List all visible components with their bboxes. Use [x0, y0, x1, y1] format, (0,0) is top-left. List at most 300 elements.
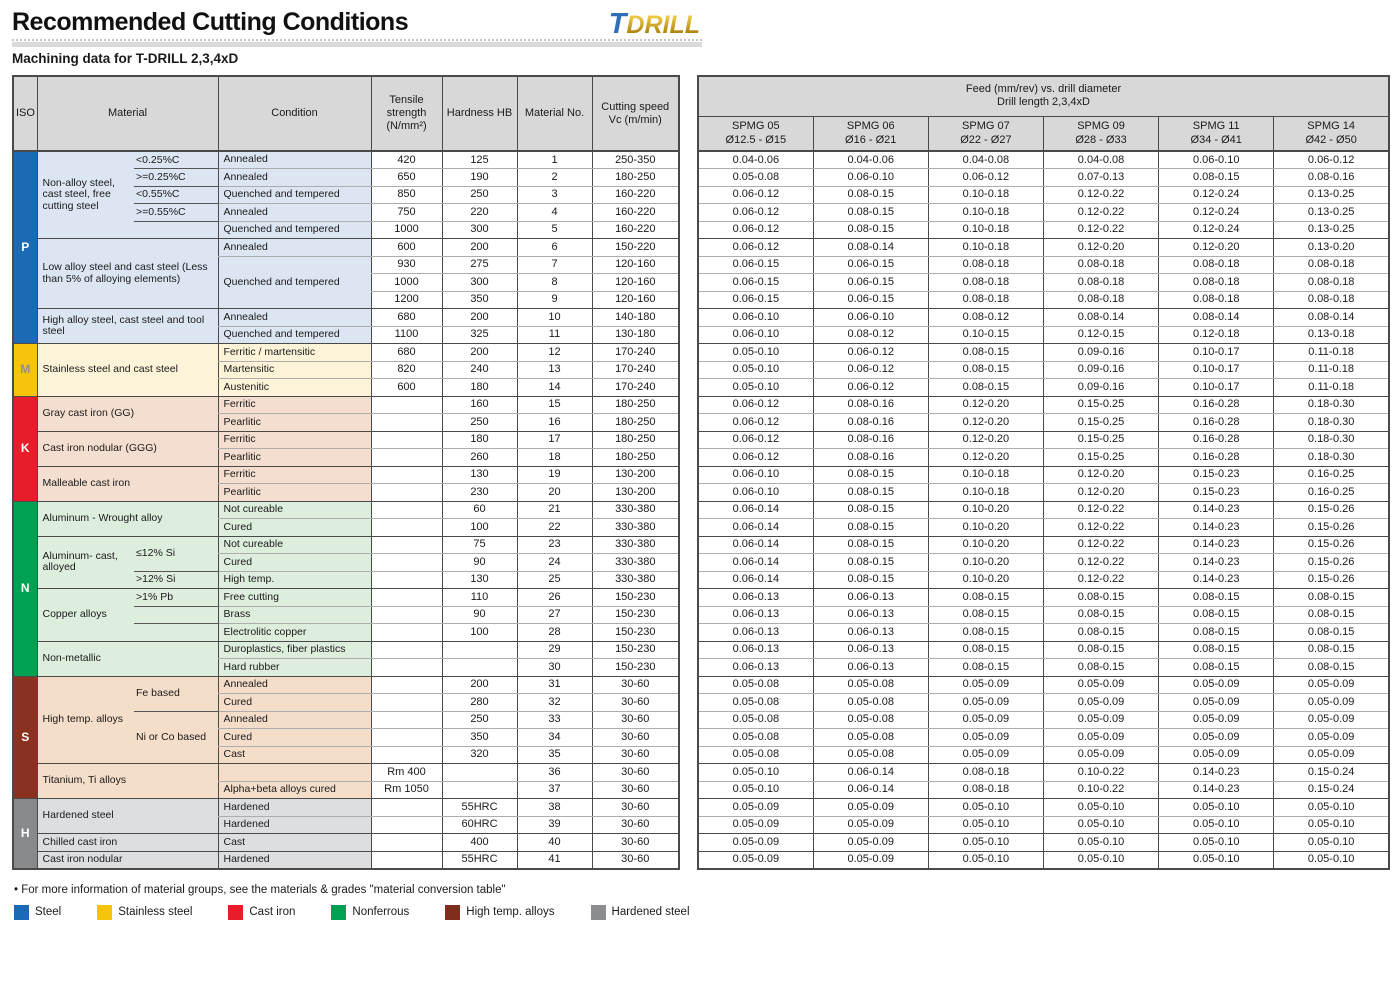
table-row: [698, 221, 1389, 239]
col-header-material-no: Material No.: [517, 76, 592, 151]
feed-cell: 0.05-0.09: [928, 746, 1043, 764]
table-row: [698, 781, 1389, 799]
cutting-speed-cell: 170-240: [592, 361, 679, 379]
tensile-cell: 1200: [371, 291, 442, 309]
feed-cell: 0.12-0.20: [1159, 239, 1274, 257]
cutting-speed-cell: 120-160: [592, 291, 679, 309]
table-row: [698, 589, 1389, 607]
header: [12, 8, 1390, 66]
feed-cell: 0.08-0.15: [1274, 606, 1389, 624]
feed-cell: 0.10-0.22: [1043, 781, 1158, 799]
feed-cell: 0.07-0.13: [1043, 169, 1158, 187]
tables-container: [12, 75, 1390, 870]
feed-cell: 0.05-0.09: [813, 851, 928, 869]
feed-cell: 0.05-0.08: [813, 711, 928, 729]
feed-cell: 0.05-0.10: [928, 816, 1043, 834]
feed-cell: 0.06-0.12: [698, 204, 813, 222]
table-row: [13, 344, 679, 362]
cutting-speed-cell: 330-380: [592, 519, 679, 537]
material-no-cell: 40: [517, 834, 592, 852]
feed-cell: 0.04-0.06: [698, 151, 813, 169]
tensile-cell: [371, 484, 442, 502]
feed-column-header: [1159, 116, 1274, 151]
cutting-speed-cell: 130-200: [592, 466, 679, 484]
feed-cell: 0.05-0.10: [698, 781, 813, 799]
tensile-cell: [371, 536, 442, 554]
hardness-cell: 200: [442, 676, 517, 694]
iso-band: K: [13, 396, 37, 501]
feed-cell: 0.06-0.14: [813, 764, 928, 782]
legend-label: Nonferrous: [352, 906, 410, 918]
feed-cell: 0.12-0.20: [928, 449, 1043, 467]
feed-cell: 0.05-0.09: [1274, 746, 1389, 764]
feed-cell: 0.08-0.15: [928, 344, 1043, 362]
table-row: [698, 536, 1389, 554]
feed-cell: 0.05-0.08: [698, 729, 813, 747]
material-no-cell: 31: [517, 676, 592, 694]
material-no-cell: 33: [517, 711, 592, 729]
feed-cell: 0.08-0.15: [928, 659, 1043, 677]
feed-cell: 0.05-0.09: [1159, 711, 1274, 729]
feed-cell: 0.08-0.15: [813, 466, 928, 484]
feed-cell: 0.16-0.28: [1159, 396, 1274, 414]
feed-title-line2: Drill length 2,3,4xD: [997, 96, 1090, 109]
tensile-cell: Rm 400: [371, 764, 442, 782]
feed-cell: 0.08-0.18: [1159, 291, 1274, 309]
cutting-speed-cell: 170-240: [592, 379, 679, 397]
condition-cell: Hardened: [218, 851, 371, 869]
hardness-cell: 180: [442, 379, 517, 397]
feed-cell: 0.06-0.14: [813, 781, 928, 799]
diameter-range: Ø12.5 - Ø15: [725, 134, 787, 147]
spmg-name: SPMG 06: [846, 120, 895, 133]
cutting-speed-cell: 30-60: [592, 694, 679, 712]
col-header-hardness: Hardness HB: [442, 76, 517, 151]
feed-cell: 0.06-0.13: [698, 589, 813, 607]
feed-cell: 0.06-0.10: [698, 484, 813, 502]
legend-swatch: [591, 905, 606, 920]
col-header-cutting-speed: Cutting speed Vc (m/min): [592, 76, 679, 151]
cutting-speed-cell: 30-60: [592, 729, 679, 747]
feed-cell: 0.16-0.25: [1274, 466, 1389, 484]
cutting-speed-cell: 330-380: [592, 501, 679, 519]
tensile-cell: [371, 624, 442, 642]
tensile-cell: [371, 799, 442, 817]
feed-cell: 0.06-0.12: [698, 186, 813, 204]
condition-cell: Electrolitic copper: [218, 624, 371, 642]
table-row: [13, 851, 679, 869]
feed-cell: 0.12-0.20: [928, 396, 1043, 414]
tensile-cell: 750: [371, 204, 442, 222]
legend-label: Steel: [35, 906, 62, 918]
iso-band: M: [13, 344, 37, 397]
tensile-cell: 1000: [371, 221, 442, 239]
iso-band: H: [13, 799, 37, 869]
cutting-speed-cell: 150-230: [592, 624, 679, 642]
condition-cell: Ferritic / martensitic: [218, 344, 371, 362]
condition-cell: Annealed: [218, 676, 371, 694]
condition-cell: Annealed: [218, 309, 371, 327]
condition-cell: Cured: [218, 729, 371, 747]
hardness-cell: 280: [442, 694, 517, 712]
feed-cell: 0.10-0.17: [1159, 344, 1274, 362]
legend-swatch: [445, 905, 460, 920]
tensile-cell: [371, 676, 442, 694]
hardness-cell: 125: [442, 151, 517, 169]
feed-cell: 0.06-0.13: [813, 641, 928, 659]
feed-cell: 0.08-0.18: [1043, 274, 1158, 292]
table-row: [698, 519, 1389, 537]
feed-cell: 0.11-0.18: [1274, 379, 1389, 397]
hardness-cell: 300: [442, 274, 517, 292]
feed-column-header: [813, 116, 928, 151]
feed-cell: 0.13-0.25: [1274, 204, 1389, 222]
feed-cell: 0.06-0.13: [813, 659, 928, 677]
feed-cell: 0.05-0.10: [1043, 851, 1158, 869]
material-no-cell: 11: [517, 326, 592, 344]
feed-table: [697, 75, 1390, 870]
spmg-name: SPMG 14: [1307, 120, 1355, 133]
tensile-cell: 600: [371, 379, 442, 397]
legend-item: [97, 905, 192, 920]
condition-cell: Quenched and tempered: [218, 256, 371, 309]
feed-column-header: [1043, 116, 1158, 151]
feed-cell: 0.14-0.23: [1159, 519, 1274, 537]
feed-cell: 0.12-0.20: [1043, 484, 1158, 502]
title-block: [12, 8, 702, 41]
footer-note: • For more information of material groups, see the materials & grades "material conversion table": [14, 883, 506, 896]
table-row: [698, 239, 1389, 257]
material-name: High temp. alloys: [37, 676, 134, 764]
feed-cell: 0.15-0.26: [1274, 571, 1389, 589]
feed-cell: 0.05-0.09: [698, 834, 813, 852]
table-row: [13, 466, 679, 484]
cutting-speed-cell: 180-250: [592, 396, 679, 414]
feed-cell: 0.06-0.12: [698, 396, 813, 414]
feed-cell: 0.05-0.09: [1043, 746, 1158, 764]
feed-cell: 0.16-0.25: [1274, 484, 1389, 502]
hardness-cell: 350: [442, 291, 517, 309]
feed-cell: 0.05-0.10: [1159, 816, 1274, 834]
table-row: [698, 151, 1389, 169]
table-row: [698, 606, 1389, 624]
material-no-cell: 26: [517, 589, 592, 607]
condition-cell: Pearlitic: [218, 414, 371, 432]
feed-cell: 0.05-0.10: [698, 361, 813, 379]
feed-cell: 0.05-0.09: [928, 694, 1043, 712]
feed-cell: 0.14-0.23: [1159, 781, 1274, 799]
cutting-speed-cell: 30-60: [592, 851, 679, 869]
feed-cell: 0.13-0.25: [1274, 221, 1389, 239]
feed-cell: 0.12-0.22: [1043, 536, 1158, 554]
tensile-cell: [371, 519, 442, 537]
hardness-cell: 325: [442, 326, 517, 344]
table-row: [698, 204, 1389, 222]
feed-cell: 0.08-0.16: [813, 396, 928, 414]
feed-cell: 0.06-0.13: [698, 641, 813, 659]
legend: [14, 905, 1390, 920]
cutting-speed-cell: 330-380: [592, 536, 679, 554]
feed-cell: 0.12-0.22: [1043, 204, 1158, 222]
material-no-cell: 30: [517, 659, 592, 677]
feed-cell: 0.06-0.10: [813, 169, 928, 187]
condition-cell: Martensitic: [218, 361, 371, 379]
feed-cell: 0.12-0.20: [1043, 239, 1158, 257]
feed-cell: 0.13-0.18: [1274, 326, 1389, 344]
feed-cell: 0.08-0.18: [928, 764, 1043, 782]
feed-cell: 0.08-0.18: [1159, 256, 1274, 274]
table-row: [698, 711, 1389, 729]
material-name: Malleable cast iron: [37, 466, 218, 501]
material-subgroup: [134, 624, 218, 642]
feed-cell: 0.05-0.08: [813, 729, 928, 747]
feed-cell: 0.05-0.10: [698, 764, 813, 782]
feed-cell: 0.06-0.12: [813, 344, 928, 362]
feed-cell: 0.08-0.16: [813, 449, 928, 467]
hardness-cell: 130: [442, 571, 517, 589]
feed-cell: 0.10-0.22: [1043, 764, 1158, 782]
feed-cell: 0.05-0.09: [1274, 694, 1389, 712]
table-row: [698, 274, 1389, 292]
hardness-cell: 200: [442, 344, 517, 362]
material-name: Cast iron nodular (GGG): [37, 431, 218, 466]
feed-table-title: [698, 76, 1389, 116]
machining-table-body: [13, 151, 679, 869]
feed-cell: 0.08-0.14: [1159, 309, 1274, 327]
feed-cell: 0.05-0.08: [698, 746, 813, 764]
feed-cell: 0.08-0.15: [1043, 606, 1158, 624]
cutting-speed-cell: 30-60: [592, 764, 679, 782]
feed-cell: 0.05-0.09: [1274, 729, 1389, 747]
table-row: [698, 169, 1389, 187]
feed-cell: 0.10-0.18: [928, 239, 1043, 257]
material-no-cell: 13: [517, 361, 592, 379]
feed-cell: 0.18-0.30: [1274, 431, 1389, 449]
feed-cell: 0.08-0.15: [813, 536, 928, 554]
cutting-speed-cell: 180-250: [592, 449, 679, 467]
feed-cell: 0.05-0.10: [1274, 851, 1389, 869]
table-row: [698, 361, 1389, 379]
hardness-cell: 110: [442, 589, 517, 607]
hardness-cell: 230: [442, 484, 517, 502]
feed-cell: 0.16-0.28: [1159, 431, 1274, 449]
hardness-cell: 100: [442, 624, 517, 642]
feed-cell: 0.15-0.26: [1274, 554, 1389, 572]
condition-cell: Quenched and tempered: [218, 186, 371, 204]
table-row: [698, 834, 1389, 852]
tensile-cell: 650: [371, 169, 442, 187]
hardness-cell: 400: [442, 834, 517, 852]
feed-cell: 0.08-0.15: [928, 624, 1043, 642]
feed-cell: 0.08-0.15: [1043, 659, 1158, 677]
feed-cell: 0.05-0.09: [698, 851, 813, 869]
material-no-cell: 18: [517, 449, 592, 467]
material-no-cell: 14: [517, 379, 592, 397]
feed-cell: 0.13-0.25: [1274, 186, 1389, 204]
feed-cell: 0.06-0.15: [698, 256, 813, 274]
tensile-cell: [371, 641, 442, 659]
hardness-cell: 250: [442, 414, 517, 432]
feed-cell: 0.08-0.15: [1043, 624, 1158, 642]
feed-cell: 0.05-0.09: [1159, 694, 1274, 712]
material-name: Chilled cast iron: [37, 834, 218, 852]
table-row: [698, 186, 1389, 204]
feed-cell: 0.06-0.14: [698, 571, 813, 589]
tensile-cell: 1100: [371, 326, 442, 344]
table-row: [698, 641, 1389, 659]
material-name: Non-alloy steel, cast steel, free cutting steel: [37, 151, 134, 239]
feed-cell: 0.08-0.18: [1043, 256, 1158, 274]
cutting-speed-cell: 30-60: [592, 676, 679, 694]
tdrill-logo: [609, 8, 700, 41]
condition-cell: Cured: [218, 554, 371, 572]
condition-cell: Annealed: [218, 151, 371, 169]
feed-cell: 0.15-0.26: [1274, 536, 1389, 554]
hardness-cell: 220: [442, 204, 517, 222]
material-name: Aluminum - Wrought alloy: [37, 501, 218, 536]
cutting-speed-cell: 30-60: [592, 834, 679, 852]
cutting-speed-cell: 30-60: [592, 711, 679, 729]
logo-drill: DRILL: [626, 11, 700, 39]
feed-cell: 0.05-0.08: [698, 711, 813, 729]
table-row: [698, 396, 1389, 414]
legend-item: [445, 905, 554, 920]
hardness-cell: 200: [442, 239, 517, 257]
feed-cell: 0.12-0.22: [1043, 186, 1158, 204]
feed-cell: 0.08-0.15: [1159, 169, 1274, 187]
legend-item: [228, 905, 295, 920]
cutting-speed-cell: 150-230: [592, 659, 679, 677]
feed-cell: 0.14-0.23: [1159, 501, 1274, 519]
hardness-cell: [442, 641, 517, 659]
table-row: [13, 239, 679, 257]
material-no-cell: 29: [517, 641, 592, 659]
feed-cell: 0.04-0.08: [1043, 151, 1158, 169]
table-row: [698, 256, 1389, 274]
feed-cell: 0.08-0.18: [1274, 274, 1389, 292]
feed-cell: 0.11-0.18: [1274, 361, 1389, 379]
feed-cell: 0.15-0.26: [1274, 501, 1389, 519]
feed-cell: 0.08-0.15: [928, 589, 1043, 607]
feed-table-columns: [698, 116, 1389, 151]
col-header-condition: Condition: [218, 76, 371, 151]
hardness-cell: 60: [442, 501, 517, 519]
feed-cell: 0.12-0.22: [1043, 554, 1158, 572]
table-row: [698, 414, 1389, 432]
feed-cell: 0.04-0.06: [813, 151, 928, 169]
feed-cell: 0.08-0.14: [1274, 309, 1389, 327]
material-no-cell: 32: [517, 694, 592, 712]
material-no-cell: 25: [517, 571, 592, 589]
material-no-cell: 16: [517, 414, 592, 432]
feed-cell: 0.15-0.25: [1043, 449, 1158, 467]
feed-cell: 0.05-0.09: [1159, 746, 1274, 764]
feed-cell: 0.16-0.28: [1159, 449, 1274, 467]
table-row: [13, 589, 679, 607]
tensile-cell: [371, 746, 442, 764]
cutting-speed-cell: 160-220: [592, 186, 679, 204]
feed-cell: 0.08-0.15: [1159, 589, 1274, 607]
feed-cell: 0.05-0.08: [813, 676, 928, 694]
feed-cell: 0.06-0.10: [813, 309, 928, 327]
material-subgroup: [134, 606, 218, 624]
table-row: [698, 344, 1389, 362]
material-name: Copper alloys: [37, 589, 134, 642]
feed-cell: 0.14-0.23: [1159, 571, 1274, 589]
diameter-range: Ø28 - Ø33: [1075, 134, 1127, 147]
legend-swatch: [331, 905, 346, 920]
feed-title-line1: Feed (mm/rev) vs. drill diameter: [965, 83, 1122, 96]
tensile-cell: 680: [371, 344, 442, 362]
material-no-cell: 41: [517, 851, 592, 869]
feed-cell: 0.05-0.10: [928, 834, 1043, 852]
material-no-cell: 4: [517, 204, 592, 222]
hardness-cell: 300: [442, 221, 517, 239]
feed-cell: 0.06-0.12: [813, 361, 928, 379]
hardness-cell: 60HRC: [442, 816, 517, 834]
spmg-name: SPMG 09: [1077, 120, 1125, 133]
tensile-cell: 820: [371, 361, 442, 379]
logo-t: T: [608, 8, 627, 40]
feed-cell: 0.15-0.23: [1159, 484, 1274, 502]
table-row: [698, 694, 1389, 712]
table-row: [698, 309, 1389, 327]
feed-cell: 0.06-0.12: [698, 414, 813, 432]
material-name: Gray cast iron (GG): [37, 396, 218, 431]
tensile-cell: [371, 396, 442, 414]
feed-cell: 0.08-0.15: [813, 501, 928, 519]
material-no-cell: 35: [517, 746, 592, 764]
feed-cell: 0.08-0.15: [1274, 589, 1389, 607]
page-subtitle: Machining data for T-DRILL 2,3,4xD: [12, 51, 239, 66]
feed-cell: 0.10-0.20: [928, 519, 1043, 537]
feed-cell: 0.06-0.14: [698, 519, 813, 537]
cutting-speed-cell: 180-250: [592, 414, 679, 432]
page-title: Recommended Cutting Conditions: [12, 8, 409, 36]
feed-cell: 0.08-0.15: [1274, 624, 1389, 642]
cutting-speed-cell: 120-160: [592, 274, 679, 292]
material-no-cell: 8: [517, 274, 592, 292]
feed-cell: 0.08-0.18: [928, 274, 1043, 292]
hardness-cell: [442, 764, 517, 782]
table-row: [698, 729, 1389, 747]
divider-bar: [12, 42, 702, 47]
hardness-cell: 180: [442, 431, 517, 449]
feed-cell: 0.08-0.18: [928, 291, 1043, 309]
tensile-cell: [371, 606, 442, 624]
feed-cell: 0.15-0.23: [1159, 466, 1274, 484]
tensile-cell: [371, 851, 442, 869]
material-no-cell: 2: [517, 169, 592, 187]
feed-cell: 0.08-0.15: [813, 519, 928, 537]
table-row: [13, 676, 679, 694]
condition-cell: Cured: [218, 519, 371, 537]
feed-cell: 0.06-0.13: [698, 624, 813, 642]
condition-cell: [218, 764, 371, 782]
material-subgroup: >1% Pb: [134, 589, 218, 607]
feed-cell: 0.08-0.15: [813, 204, 928, 222]
feed-cell: 0.08-0.12: [813, 326, 928, 344]
tensile-cell: [371, 729, 442, 747]
feed-cell: 0.12-0.24: [1159, 186, 1274, 204]
material-no-cell: 12: [517, 344, 592, 362]
material-no-cell: 19: [517, 466, 592, 484]
hardness-cell: 320: [442, 746, 517, 764]
feed-cell: 0.08-0.15: [928, 379, 1043, 397]
feed-cell: 0.15-0.25: [1043, 414, 1158, 432]
feed-cell: 0.08-0.16: [813, 414, 928, 432]
col-header-iso: ISO: [13, 76, 37, 151]
